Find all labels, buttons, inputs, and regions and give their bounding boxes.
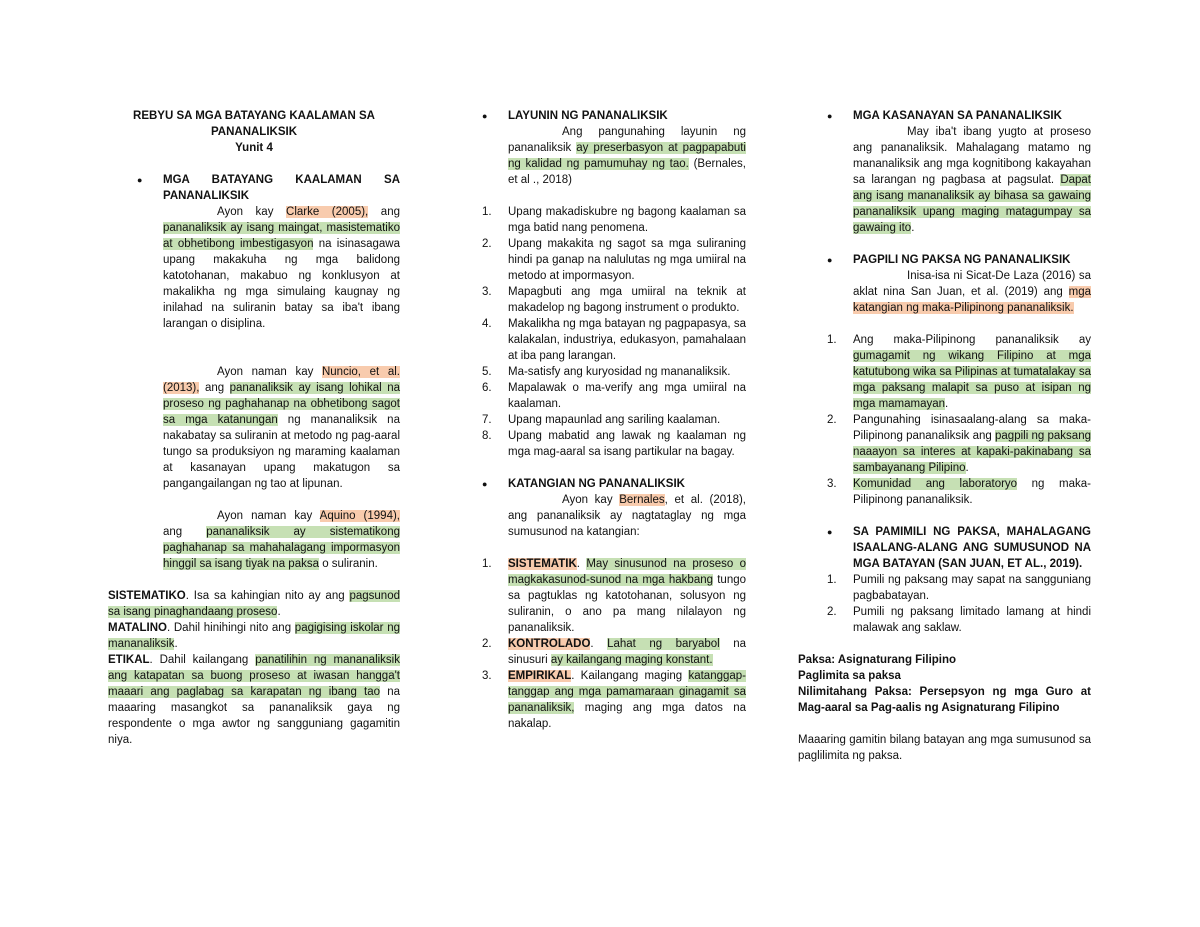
citation-bernales: Bernales	[619, 494, 665, 506]
list-item: 2. Upang makakita ng sagot sa mga suliraning hindi pa ganap na nalulutas ng mga umiiral na metodo at impormasyon.	[482, 238, 746, 282]
list-item: 2. Pumili ng paksang limitado lamang at hindi malawak ang saklaw.	[827, 606, 1091, 634]
list-item: 2. KONTROLADO. Lahat ng baryabol na sinusuri ay kailangang maging konstant.	[482, 638, 746, 666]
citation-clarke: Clarke (2005),	[286, 206, 369, 218]
highlight-layunin: ay preserbasyon at pagpapabuti ng kalidad ng pamumuhay ng tao.	[508, 142, 746, 170]
paragraph-nuncio: Ayon naman kay Nuncio, et al. (2013), ang pananaliksik ay isang lohikal na proseso ng paghahanap na obhetibong sagot sa mga katanungan ng mananaliksik na nakabatay sa suliranin at metodo ng pag-aaral tungo sa produksiyon ng maraming kaalaman at kasanayan upang makatugon sa pangangailangan ng tao at lipunan.	[163, 366, 400, 490]
item-matalino: MATALINO. Dahil hinihingi nito ang pagigising iskolar ng mananaliksik.	[108, 622, 400, 650]
list-item: 1. SISTEMATIK. May sinusunod na proseso o magkakasunod-sunod na mga hakbang tungo sa pagtuklas ng katotohanan, solusyon ng suliranin, o ano pa mang nilalayon ng pananaliksik.	[482, 558, 747, 634]
item-etikal: ETIKAL. Dahil kailangang panatilihin ng mananaliksik ang katapatan sa buong proseso at iwasan hangga't maaari ang paglabag sa karapatan ng ibang tao na maaaring masangkot sa pananaliksik gaya ng respondente o mga awtor ng sangguniang gagamitin niya.	[108, 654, 400, 746]
list-item: 5. Ma-satisfy ang kuryosidad ng mananaliksik.	[482, 366, 731, 378]
paragraph-pagpili: Inisa-isa ni Sicat-De Laza (2016) sa aklat nina San Juan, et al. (2019) ang mga katangian ng maka-Pilipinong pananaliksik.	[853, 270, 1091, 314]
list-item: 1. Pumili ng paksang may sapat na sangguniang pagbabatayan.	[827, 574, 1091, 602]
paragraph-katangian: Ayon kay Bernales, et al. (2018), ang pananaliksik ay nagtataglay ng mga sumusunod na katangian:	[508, 494, 746, 538]
paragraph-aquino: Ayon naman kay Aquino (1994), ang pananaliksik ay sistematikong paghahanap sa mahahalagang impormasyon hinggil sa isang tiyak na paksa o suliranin.	[163, 510, 400, 570]
heading-katangian: ● KATANGIAN NG PANANALIKSIK	[508, 476, 746, 492]
heading-batayang-kaalaman: ● MGA BATAYANG KAALAMAN SA PANANALIKSIK	[163, 172, 400, 204]
paragraph-kasanayan: May iba't ibang yugto at proseso ang pananaliksik. Mahalagang matamo ng mananaliksik ang mga kognitibong kakayahan sa larangan ng pagbasa at pagsulat. Dapat ang isang mananaliksik ay bihasa sa gawaing pananaliksik upang maging matagumpay sa gawaing ito.	[853, 126, 1091, 234]
example-block	[798, 652, 1091, 764]
citation-nuncio: Nuncio, et al. (2013),	[163, 366, 400, 394]
doc-title-line-1: REBYU SA MGA BATAYANG KAALAMAN SA	[133, 110, 375, 122]
list-item: 1. Upang makadiskubre ng bagong kaalaman sa mga batid nang penomena.	[482, 206, 746, 234]
column-2	[482, 108, 747, 732]
column-3	[798, 108, 1091, 764]
list-item: 2. Pangunahing isinasaalang-alang sa maka-Pilipinong pananaliksik ang pagpili ng paksang naaayon sa interes at kapaki-pakinabang sa sambayanang Pilipino.	[827, 414, 1091, 474]
list-item: 3. Komunidad ang laboratoryo ng maka-Pilipinong pananaliksik.	[827, 478, 1091, 506]
item-sistematiko: SISTEMATIKO. Isa sa kahingian nito ay ang pagsunod sa isang pinaghandaang proseso.	[108, 590, 400, 618]
pamimili-list	[827, 572, 1091, 636]
doc-title-line-2: PANANALIKSIK	[210, 126, 298, 138]
list-item: 6. Mapalawak o ma-verify ang mga umiiral na kaalaman.	[482, 382, 746, 410]
maka-pilipino-list	[827, 332, 1091, 508]
list-item: 7. Upang mapaunlad ang sariling kaalaman.	[482, 414, 721, 426]
column-1	[108, 108, 400, 748]
list-item: 3. Mapagbuti ang mga umiiral na teknik at makadelop ng bagong instrument o produkto.	[482, 286, 746, 314]
list-item: 1. Ang maka-Pilipinong pananaliksik ay gumagamit ng wikang Filipino at mga katutubong wika sa Pilipinas at tumatalakay sa mga paksang malapit sa puso at isipan ng mga mamamayan.	[827, 334, 1091, 410]
list-item: 8. Upang mabatid ang lawak ng kaalaman ng mga mag-aaral sa isang partikular na bagay.	[482, 430, 746, 458]
katangian-list	[482, 556, 747, 732]
nilimitahang-paksa: Nilimitahang Paksa: Persepsyon ng mga Guro at Mag-aaral sa Pag-aalis ng Asignaturang Filipino	[798, 686, 1091, 714]
paksa-label: Paksa: Asignaturang Filipino	[798, 654, 957, 666]
paragraph-layunin: Ang pangunahing layunin ng pananaliksik ay preserbasyon at pagpapabuti ng kalidad ng pamumuhay ng tao. (Bernales, et al ., 2018)	[508, 126, 747, 186]
heading-pamimili: ● SA PAMIMILI NG PAKSA, MAHALAGANG ISAALANG-ALANG ANG SUMUSUNOD NA MGA BATAYAN (SAN JUAN, ET AL., 2019).	[853, 524, 1091, 572]
highlight-kasanayan: Dapat ang isang mananaliksik ay bihasa sa gawaing pananaliksik upang maging matagumpay sa gawaing ito	[853, 174, 1091, 234]
highlight-definition-1: pananaliksik ay isang maingat, masistematiko at obhetibong imbestigasyon	[163, 222, 400, 250]
list-item: 3. EMPIRIKAL. Kailangang maging katanggap-tanggap ang mga pamamaraan ginagamit sa pananaliksik, maging ang mga datos na nakalap.	[482, 670, 746, 730]
highlight-definition-3: pananaliksik ay sistematikong paghahanap sa mahahalagang impormasyon hinggil sa isang tiyak na paksa	[163, 526, 400, 570]
highlight-katangian: mga katangian ng maka-Pilipinong pananaliksik.	[853, 286, 1091, 314]
heading-layunin: ● LAYUNIN NG PANANALIKSIK	[508, 108, 746, 124]
heading-kasanayan: ● MGA KASANAYAN SA PANANALIKSIK	[853, 108, 1091, 124]
list-item: 4. Makalikha ng mga batayan ng pagpapasya, sa kalakalan, industriya, edukasyon, pamahalaan at iba pang larangan.	[482, 318, 746, 362]
layunin-list	[482, 204, 746, 460]
paglimita-label: Paglimita sa paksa	[798, 670, 901, 682]
doc-subtitle: Yunit 4	[235, 142, 273, 154]
paragraph-clarke: Ayon kay Clarke (2005), ang pananaliksik ay isang maingat, masistematiko at obhetibong imbestigasyon na isinasagawa upang makakuha ng mga balidong katotohanan, makabuo ng konklusyon at makalikha ng mga simulaing kaugnay ng inilahad na suliranin batay sa iba't ibang larangan o disiplina.	[163, 206, 400, 330]
closing-note: Maaaring gamitin bilang batayan ang mga sumusunod sa paglilimita ng paksa.	[798, 734, 1091, 762]
heading-pagpili: ● PAGPILI NG PAKSA NG PANANALIKSIK	[853, 252, 1091, 268]
highlight-definition-2: pananaliksik ay isang lohikal na proseso ng paghahanap na obhetibong sagot sa mga katanungan	[163, 382, 400, 426]
citation-aquino: Aquino (1994),	[319, 510, 400, 522]
